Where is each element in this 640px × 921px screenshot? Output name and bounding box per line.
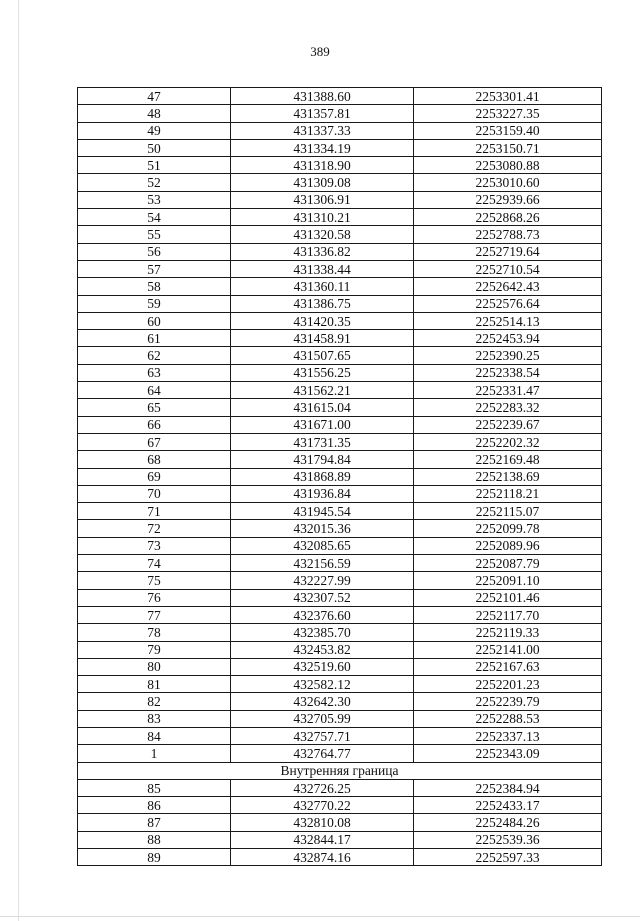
table-body-outer [78, 88, 602, 763]
point-number-cell: 86 [78, 797, 231, 814]
x-coordinate-cell: 431868.89 [231, 468, 414, 485]
x-coordinate-cell: 431420.35 [231, 312, 414, 329]
x-coordinate-cell: 431318.90 [231, 157, 414, 174]
point-number-cell: 51 [78, 157, 231, 174]
x-coordinate-cell: 431388.60 [231, 88, 414, 105]
table-row [78, 710, 602, 727]
table-row [78, 503, 602, 520]
x-coordinate-cell: 432642.30 [231, 693, 414, 710]
table-row [78, 382, 602, 399]
y-coordinate-cell: 2252169.48 [414, 451, 602, 468]
point-number-cell: 67 [78, 433, 231, 450]
y-coordinate-cell: 2252089.96 [414, 537, 602, 554]
x-coordinate-cell: 431794.84 [231, 451, 414, 468]
x-coordinate-cell: 432844.17 [231, 831, 414, 848]
table-row [78, 814, 602, 831]
table-row [78, 485, 602, 502]
scan-edge [18, 0, 19, 921]
table-row [78, 416, 602, 433]
point-number-cell: 72 [78, 520, 231, 537]
y-coordinate-cell: 2252087.79 [414, 555, 602, 572]
x-coordinate-cell: 431320.58 [231, 226, 414, 243]
point-number-cell: 56 [78, 243, 231, 260]
table-row [78, 468, 602, 485]
x-coordinate-cell: 431562.21 [231, 382, 414, 399]
table-row [78, 433, 602, 450]
point-number-cell: 81 [78, 676, 231, 693]
y-coordinate-cell: 2252119.33 [414, 624, 602, 641]
table-section [78, 762, 602, 779]
table-row [78, 572, 602, 589]
table-row [78, 589, 602, 606]
y-coordinate-cell: 2252288.53 [414, 710, 602, 727]
y-coordinate-cell: 2252115.07 [414, 503, 602, 520]
table-row [78, 606, 602, 623]
table-row [78, 624, 602, 641]
x-coordinate-cell: 432519.60 [231, 658, 414, 675]
point-number-cell: 64 [78, 382, 231, 399]
x-coordinate-cell: 432227.99 [231, 572, 414, 589]
y-coordinate-cell: 2252101.46 [414, 589, 602, 606]
x-coordinate-cell: 431936.84 [231, 485, 414, 502]
table-row [78, 693, 602, 710]
x-coordinate-cell: 431945.54 [231, 503, 414, 520]
x-coordinate-cell: 432726.25 [231, 779, 414, 796]
table-row [78, 122, 602, 139]
y-coordinate-cell: 2252331.47 [414, 382, 602, 399]
point-number-cell: 48 [78, 105, 231, 122]
table-row [78, 139, 602, 156]
x-coordinate-cell: 432770.22 [231, 797, 414, 814]
x-coordinate-cell: 431615.04 [231, 399, 414, 416]
y-coordinate-cell: 2252597.33 [414, 849, 602, 866]
point-number-cell: 79 [78, 641, 231, 658]
x-coordinate-cell: 431337.33 [231, 122, 414, 139]
point-number-cell: 47 [78, 88, 231, 105]
table-row [78, 797, 602, 814]
table-row [78, 779, 602, 796]
table-row [78, 312, 602, 329]
y-coordinate-cell: 2252138.69 [414, 468, 602, 485]
table-row [78, 157, 602, 174]
y-coordinate-cell: 2252099.78 [414, 520, 602, 537]
table-row [78, 745, 602, 762]
x-coordinate-cell: 431731.35 [231, 433, 414, 450]
y-coordinate-cell: 2252939.66 [414, 191, 602, 208]
x-coordinate-cell: 432705.99 [231, 710, 414, 727]
point-number-cell: 89 [78, 849, 231, 866]
point-number-cell: 62 [78, 347, 231, 364]
x-coordinate-cell: 432582.12 [231, 676, 414, 693]
x-coordinate-cell: 431386.75 [231, 295, 414, 312]
y-coordinate-cell: 2252118.21 [414, 485, 602, 502]
x-coordinate-cell: 432764.77 [231, 745, 414, 762]
section-label: Внутренняя граница [78, 762, 602, 779]
y-coordinate-cell: 2252539.36 [414, 831, 602, 848]
table-row [78, 658, 602, 675]
y-coordinate-cell: 2252384.94 [414, 779, 602, 796]
point-number-cell: 69 [78, 468, 231, 485]
x-coordinate-cell: 432307.52 [231, 589, 414, 606]
point-number-cell: 55 [78, 226, 231, 243]
table-row [78, 364, 602, 381]
y-coordinate-cell: 2252576.64 [414, 295, 602, 312]
x-coordinate-cell: 431334.19 [231, 139, 414, 156]
y-coordinate-cell: 2252642.43 [414, 278, 602, 295]
x-coordinate-cell: 431309.08 [231, 174, 414, 191]
point-number-cell: 83 [78, 710, 231, 727]
y-coordinate-cell: 2253301.41 [414, 88, 602, 105]
table-row [78, 399, 602, 416]
y-coordinate-cell: 2252201.23 [414, 676, 602, 693]
table-row [78, 191, 602, 208]
y-coordinate-cell: 2252141.00 [414, 641, 602, 658]
point-number-cell: 1 [78, 745, 231, 762]
y-coordinate-cell: 2252239.79 [414, 693, 602, 710]
table-row [78, 520, 602, 537]
coordinates-table [77, 87, 602, 866]
point-number-cell: 61 [78, 330, 231, 347]
y-coordinate-cell: 2252239.67 [414, 416, 602, 433]
y-coordinate-cell: 2252338.54 [414, 364, 602, 381]
y-coordinate-cell: 2252343.09 [414, 745, 602, 762]
table-body-inner [78, 779, 602, 865]
x-coordinate-cell: 431671.00 [231, 416, 414, 433]
y-coordinate-cell: 2252719.64 [414, 243, 602, 260]
x-coordinate-cell: 431507.65 [231, 347, 414, 364]
table-row [78, 451, 602, 468]
table-row [78, 295, 602, 312]
point-number-cell: 52 [78, 174, 231, 191]
y-coordinate-cell: 2253010.60 [414, 174, 602, 191]
y-coordinate-cell: 2252433.17 [414, 797, 602, 814]
section-row [78, 762, 602, 779]
point-number-cell: 73 [78, 537, 231, 554]
point-number-cell: 70 [78, 485, 231, 502]
table-row [78, 849, 602, 866]
point-number-cell: 88 [78, 831, 231, 848]
x-coordinate-cell: 432874.16 [231, 849, 414, 866]
table-row [78, 278, 602, 295]
table-row [78, 676, 602, 693]
table-row [78, 209, 602, 226]
x-coordinate-cell: 431310.21 [231, 209, 414, 226]
table-row [78, 105, 602, 122]
x-coordinate-cell: 431338.44 [231, 260, 414, 277]
table-row [78, 226, 602, 243]
table-row [78, 174, 602, 191]
point-number-cell: 53 [78, 191, 231, 208]
page-number: 389 [310, 44, 330, 59]
y-coordinate-cell: 2252484.26 [414, 814, 602, 831]
point-number-cell: 68 [78, 451, 231, 468]
table-row [78, 88, 602, 105]
point-number-cell: 49 [78, 122, 231, 139]
x-coordinate-cell: 432453.82 [231, 641, 414, 658]
point-number-cell: 59 [78, 295, 231, 312]
y-coordinate-cell: 2252453.94 [414, 330, 602, 347]
y-coordinate-cell: 2253080.88 [414, 157, 602, 174]
x-coordinate-cell: 432015.36 [231, 520, 414, 537]
point-number-cell: 87 [78, 814, 231, 831]
y-coordinate-cell: 2252337.13 [414, 727, 602, 744]
x-coordinate-cell: 432085.65 [231, 537, 414, 554]
y-coordinate-cell: 2252202.32 [414, 433, 602, 450]
y-coordinate-cell: 2253150.71 [414, 139, 602, 156]
x-coordinate-cell: 431556.25 [231, 364, 414, 381]
table-row [78, 330, 602, 347]
x-coordinate-cell: 432385.70 [231, 624, 414, 641]
y-coordinate-cell: 2252788.73 [414, 226, 602, 243]
x-coordinate-cell: 431360.11 [231, 278, 414, 295]
table-row [78, 641, 602, 658]
y-coordinate-cell: 2253159.40 [414, 122, 602, 139]
x-coordinate-cell: 431336.82 [231, 243, 414, 260]
table-row [78, 243, 602, 260]
point-number-cell: 75 [78, 572, 231, 589]
scan-bottom-edge [0, 916, 640, 917]
x-coordinate-cell: 431458.91 [231, 330, 414, 347]
point-number-cell: 66 [78, 416, 231, 433]
x-coordinate-cell: 431306.91 [231, 191, 414, 208]
y-coordinate-cell: 2252167.63 [414, 658, 602, 675]
x-coordinate-cell: 432376.60 [231, 606, 414, 623]
x-coordinate-cell: 432757.71 [231, 727, 414, 744]
y-coordinate-cell: 2252868.26 [414, 209, 602, 226]
y-coordinate-cell: 2252091.10 [414, 572, 602, 589]
point-number-cell: 82 [78, 693, 231, 710]
point-number-cell: 60 [78, 312, 231, 329]
table-row [78, 831, 602, 848]
point-number-cell: 65 [78, 399, 231, 416]
y-coordinate-cell: 2252390.25 [414, 347, 602, 364]
point-number-cell: 77 [78, 606, 231, 623]
table-row [78, 260, 602, 277]
y-coordinate-cell: 2252117.70 [414, 606, 602, 623]
y-coordinate-cell: 2252514.13 [414, 312, 602, 329]
table-row [78, 727, 602, 744]
point-number-cell: 57 [78, 260, 231, 277]
point-number-cell: 71 [78, 503, 231, 520]
point-number-cell: 85 [78, 779, 231, 796]
x-coordinate-cell: 431357.81 [231, 105, 414, 122]
table-row [78, 537, 602, 554]
point-number-cell: 63 [78, 364, 231, 381]
point-number-cell: 78 [78, 624, 231, 641]
point-number-cell: 74 [78, 555, 231, 572]
y-coordinate-cell: 2252283.32 [414, 399, 602, 416]
x-coordinate-cell: 432156.59 [231, 555, 414, 572]
table-row [78, 555, 602, 572]
point-number-cell: 50 [78, 139, 231, 156]
point-number-cell: 84 [78, 727, 231, 744]
x-coordinate-cell: 432810.08 [231, 814, 414, 831]
point-number-cell: 58 [78, 278, 231, 295]
point-number-cell: 54 [78, 209, 231, 226]
y-coordinate-cell: 2253227.35 [414, 105, 602, 122]
table-row [78, 347, 602, 364]
point-number-cell: 76 [78, 589, 231, 606]
y-coordinate-cell: 2252710.54 [414, 260, 602, 277]
point-number-cell: 80 [78, 658, 231, 675]
